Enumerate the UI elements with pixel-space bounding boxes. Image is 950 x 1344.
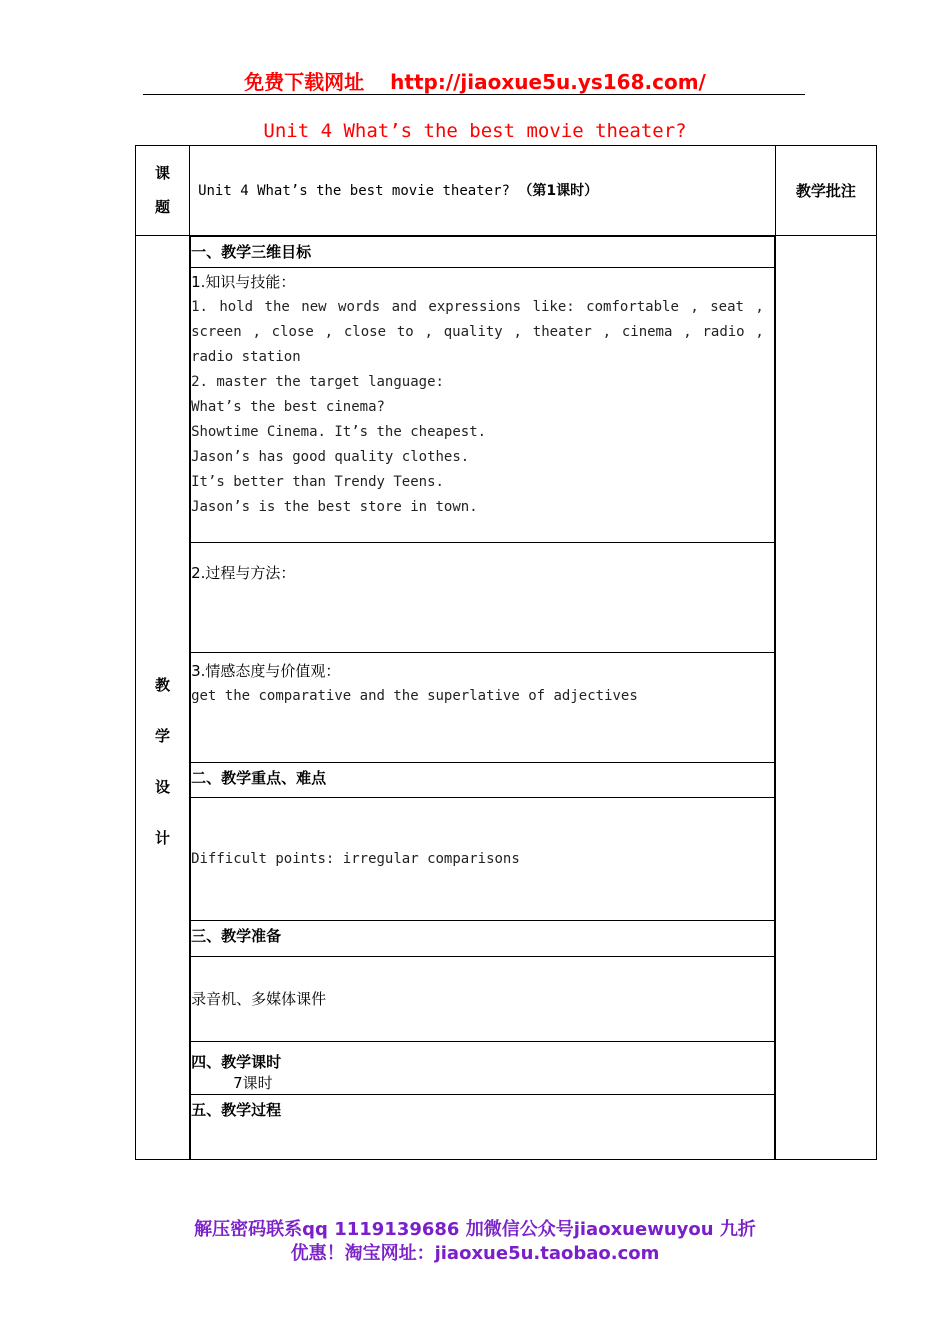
preparation-text: 录音机、多媒体课件 <box>191 989 327 1008</box>
process-method-block <box>191 543 775 653</box>
process-method-label: 2.过程与方法： <box>191 564 296 582</box>
design-char: 计 <box>155 829 171 848</box>
download-header <box>0 66 950 95</box>
target-sentence: Showtime Cinema. It’s the cheapest. <box>191 424 487 440</box>
design-content-cell <box>190 236 776 1160</box>
keti-char: 课 <box>155 164 171 182</box>
attitude-values-block <box>191 653 775 763</box>
section-heading-class-hours: 四、教学课时 <box>191 1053 282 1071</box>
lesson-plan-table <box>135 145 877 1160</box>
target-sentence: Jason’s is the best store in town. <box>191 499 478 515</box>
unit-title: Unit 4 What’s the best movie theater? <box>198 183 519 199</box>
target-sentence: It’s better than Trendy Teens. <box>191 474 444 490</box>
design-char: 设 <box>155 778 171 797</box>
keti-label-cell <box>136 146 190 236</box>
preparation-block <box>191 957 775 1042</box>
design-char: 学 <box>155 727 171 746</box>
unit-title-cell <box>190 146 776 236</box>
section-heading-process: 五、教学过程 <box>191 1095 775 1159</box>
objective-point-2: 2. master the target language: <box>191 374 444 390</box>
design-inner-table <box>190 236 775 1159</box>
keti-char: 题 <box>155 198 171 216</box>
section-heading-key-points: 二、教学重点、难点 <box>191 763 775 798</box>
section-heading-objectives: 一、教学三维目标 <box>191 237 775 268</box>
page-title: Unit 4 What’s the best movie theater? <box>263 120 687 142</box>
knowledge-skills-label: 1.知识与技能： <box>191 273 296 291</box>
notes-column-cell <box>775 236 876 1160</box>
header-divider <box>143 94 805 95</box>
footer-promo <box>0 1218 950 1266</box>
notes-header-cell: 教学批注 <box>775 146 876 236</box>
difficult-points-text: Difficult points: irregular comparisons <box>191 850 520 867</box>
unit-session: （第1课时） <box>518 183 599 199</box>
footer-line-2[interactable]: 优惠！淘宝网址：jiaoxue5u.taobao.com <box>290 1243 660 1264</box>
class-hours-text: 7课时 <box>233 1074 273 1092</box>
footer-line-1: 解压密码联系qq 1119139686 加微信公众号jiaoxuewuyou 九折 <box>194 1219 756 1240</box>
objective-point-1: 1. hold the new words and expressions like: comfortable , seat , screen , close , close to , quality , theater , cinema , radio , radio station <box>191 299 764 365</box>
target-sentence: Jason’s has good quality clothes. <box>191 449 470 465</box>
design-char: 教 <box>155 676 171 695</box>
target-sentence: What’s the best cinema? <box>191 399 385 415</box>
attitude-values-text: get the comparative and the superlative of adjectives <box>191 688 638 704</box>
key-points-block <box>191 798 775 921</box>
attitude-values-label: 3.情感态度与价值观： <box>191 662 341 680</box>
class-hours-block <box>191 1042 775 1095</box>
section-heading-preparation: 三、教学准备 <box>191 921 775 957</box>
design-label-cell <box>136 236 190 1160</box>
header-label: 免费下载网址 <box>244 70 365 94</box>
header-url-link[interactable]: http://jiaoxue5u.ys168.com/ <box>390 70 706 94</box>
knowledge-skills-block <box>191 268 775 543</box>
